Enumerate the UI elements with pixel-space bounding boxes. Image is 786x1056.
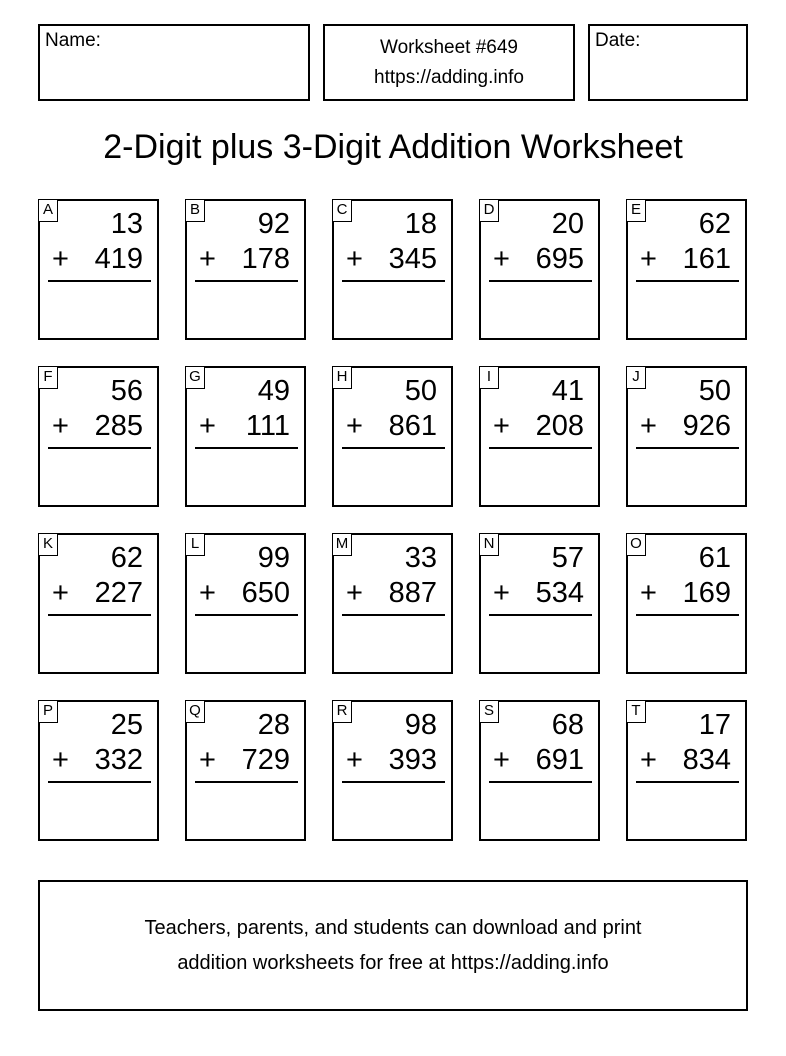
answer-line [636, 614, 739, 616]
problem-card[interactable] [38, 199, 159, 340]
plus-sign: + [199, 243, 216, 275]
problem-card[interactable] [479, 700, 600, 841]
problem-card[interactable] [479, 199, 600, 340]
top-addend: 25 [110, 709, 143, 741]
name-label: Name: [45, 30, 101, 51]
top-addend: 99 [257, 542, 290, 574]
top-addend: 20 [551, 208, 584, 240]
answer-line [48, 447, 151, 449]
problem-card[interactable] [626, 199, 747, 340]
problem-letter: N [479, 533, 499, 556]
answer-line [342, 447, 445, 449]
answer-line [489, 781, 592, 783]
problem-letter: O [626, 533, 646, 556]
plus-sign: + [640, 577, 657, 609]
plus-sign: + [199, 410, 216, 442]
problem-card[interactable] [626, 700, 747, 841]
top-addend: 56 [110, 375, 143, 407]
answer-line [342, 280, 445, 282]
bottom-addend: 861 [388, 410, 437, 442]
bottom-addend: 650 [241, 577, 290, 609]
worksheet-url: https://adding.info [374, 67, 524, 88]
plus-sign: + [52, 744, 69, 776]
footer-box [38, 880, 748, 1011]
plus-sign: + [493, 243, 510, 275]
bottom-addend: 834 [682, 744, 731, 776]
bottom-addend: 111 [245, 410, 290, 442]
page-title: 2-Digit plus 3-Digit Addition Worksheet [103, 128, 683, 166]
answer-line [489, 447, 592, 449]
answer-line [48, 781, 151, 783]
answer-line [489, 614, 592, 616]
problem-card[interactable] [38, 366, 159, 507]
problem-letter: H [332, 366, 352, 389]
problem-letter: S [479, 700, 499, 723]
answer-line [636, 447, 739, 449]
bottom-addend: 887 [388, 577, 437, 609]
problem-card[interactable] [185, 366, 306, 507]
bottom-addend: 926 [682, 410, 731, 442]
plus-sign: + [640, 243, 657, 275]
plus-sign: + [346, 577, 363, 609]
problem-card[interactable] [479, 366, 600, 507]
date-label: Date: [595, 30, 641, 51]
plus-sign: + [346, 410, 363, 442]
problem-letter: A [38, 199, 58, 222]
plus-sign: + [199, 744, 216, 776]
problem-card[interactable] [185, 199, 306, 340]
plus-sign: + [199, 577, 216, 609]
top-addend: 18 [404, 208, 437, 240]
problem-letter: G [185, 366, 205, 389]
footer-text-line-2: addition worksheets for free at https://adding.info [177, 952, 609, 974]
answer-line [48, 280, 151, 282]
problem-letter: B [185, 199, 205, 222]
problem-card[interactable] [479, 533, 600, 674]
plus-sign: + [52, 410, 69, 442]
plus-sign: + [493, 410, 510, 442]
answer-line [342, 781, 445, 783]
plus-sign: + [640, 410, 657, 442]
top-addend: 50 [698, 375, 731, 407]
top-addend: 57 [551, 542, 584, 574]
problem-letter: F [38, 366, 58, 389]
bottom-addend: 729 [241, 744, 290, 776]
footer-text-line-1: Teachers, parents, and students can download and print [144, 917, 642, 939]
top-addend: 68 [551, 709, 584, 741]
problem-letter: D [479, 199, 499, 222]
problem-card[interactable] [185, 533, 306, 674]
bottom-addend: 419 [94, 243, 143, 275]
answer-line [489, 280, 592, 282]
problem-card[interactable] [332, 366, 453, 507]
bottom-addend: 161 [682, 243, 731, 275]
answer-line [342, 614, 445, 616]
date-field[interactable] [588, 24, 748, 101]
top-addend: 98 [404, 709, 437, 741]
worksheet-info-box [323, 24, 575, 101]
problem-letter: Q [185, 700, 205, 723]
top-addend: 17 [698, 709, 731, 741]
problem-letter: C [332, 199, 352, 222]
bottom-addend: 178 [241, 243, 290, 275]
bottom-addend: 345 [388, 243, 437, 275]
answer-line [636, 280, 739, 282]
problem-card[interactable] [38, 533, 159, 674]
answer-line [195, 447, 298, 449]
plus-sign: + [493, 744, 510, 776]
top-addend: 62 [698, 208, 731, 240]
problem-letter: R [332, 700, 352, 723]
plus-sign: + [346, 744, 363, 776]
bottom-addend: 534 [535, 577, 584, 609]
answer-line [195, 614, 298, 616]
problem-card[interactable] [185, 700, 306, 841]
bottom-addend: 691 [535, 744, 584, 776]
top-addend: 28 [257, 709, 290, 741]
bottom-addend: 695 [535, 243, 584, 275]
top-addend: 50 [404, 375, 437, 407]
plus-sign: + [52, 577, 69, 609]
problem-letter: J [626, 366, 646, 389]
plus-sign: + [640, 744, 657, 776]
problem-card[interactable] [626, 533, 747, 674]
problem-card[interactable] [332, 199, 453, 340]
name-field[interactable] [38, 24, 310, 101]
plus-sign: + [493, 577, 510, 609]
top-addend: 49 [257, 375, 290, 407]
problem-card[interactable] [332, 700, 453, 841]
problem-letter: I [479, 366, 499, 389]
problem-letter: K [38, 533, 58, 556]
worksheet-number: Worksheet #649 [379, 37, 518, 58]
bottom-addend: 208 [535, 410, 584, 442]
bottom-addend: 285 [94, 410, 143, 442]
answer-line [48, 614, 151, 616]
bottom-addend: 227 [94, 577, 143, 609]
top-addend: 41 [551, 375, 584, 407]
problem-card[interactable] [38, 700, 159, 841]
bottom-addend: 332 [94, 744, 143, 776]
plus-sign: + [52, 243, 69, 275]
problem-letter: E [626, 199, 646, 222]
top-addend: 33 [404, 542, 437, 574]
top-addend: 13 [110, 208, 143, 240]
bottom-addend: 393 [388, 744, 437, 776]
answer-line [195, 280, 298, 282]
answer-line [636, 781, 739, 783]
top-addend: 61 [698, 542, 731, 574]
plus-sign: + [346, 243, 363, 275]
problem-card[interactable] [626, 366, 747, 507]
problem-letter: M [332, 533, 352, 556]
problem-letter: T [626, 700, 646, 723]
top-addend: 92 [257, 208, 290, 240]
problem-letter: L [185, 533, 205, 556]
problem-card[interactable] [332, 533, 453, 674]
answer-line [195, 781, 298, 783]
top-addend: 62 [110, 542, 143, 574]
problem-letter: P [38, 700, 58, 723]
bottom-addend: 169 [682, 577, 731, 609]
